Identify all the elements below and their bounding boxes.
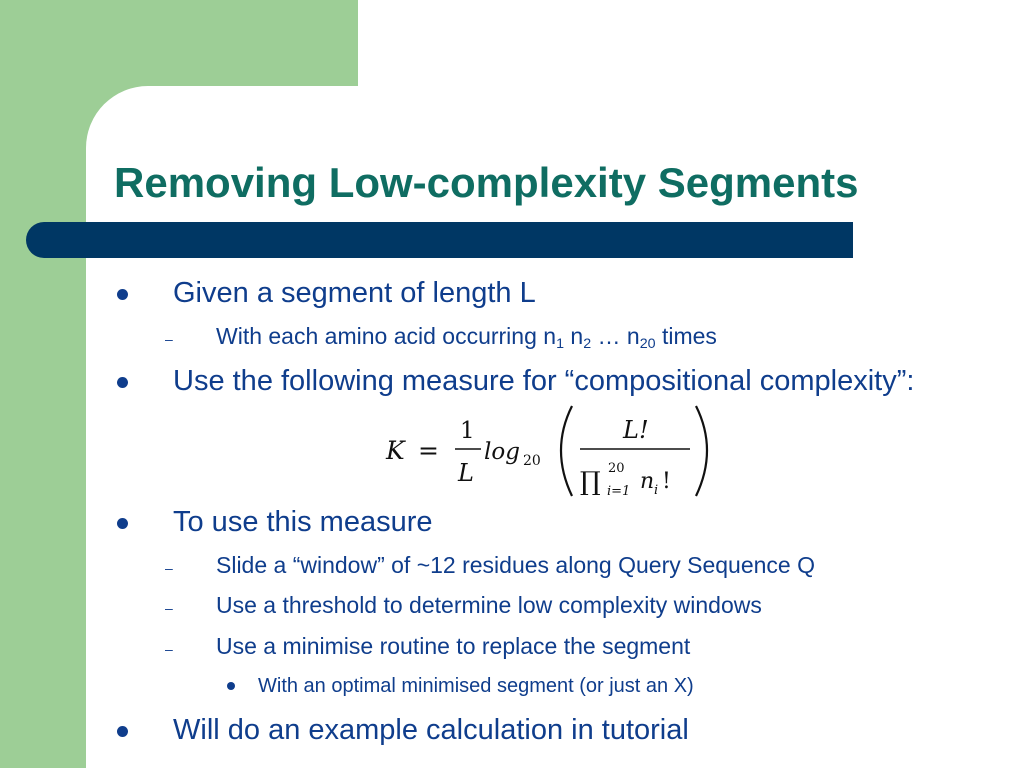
amino-text-prefix: With each amino acid occurring n xyxy=(216,323,557,349)
amino-text-mid2: … n xyxy=(591,323,640,349)
bullet-dot xyxy=(117,289,128,300)
formula-L: L xyxy=(458,459,474,487)
formula-product-upper: 20 xyxy=(608,461,625,476)
amino-text-mid1: n xyxy=(564,323,584,349)
formula-K: K xyxy=(386,436,405,465)
bullet-dot xyxy=(117,518,128,529)
sub-bullet-minimise-routine: Use a minimise routine to replace the segment xyxy=(216,633,691,659)
subscript-1: 1 xyxy=(556,335,564,352)
slide-title: Removing Low-complexity Segments xyxy=(114,159,859,206)
formula-right-paren xyxy=(696,406,707,496)
bullet-to-use-measure: To use this measure xyxy=(173,506,433,538)
sub-sub-bullet-dot xyxy=(227,682,235,690)
subscript-2: 2 xyxy=(583,335,592,352)
formula-product-symbol: ∏ xyxy=(580,467,601,497)
sub-bullet-amino-acid-occurrence xyxy=(216,322,717,350)
formula-log-base: 20 xyxy=(523,453,541,469)
sub-bullet-dash: – xyxy=(165,641,173,657)
amino-text-suffix: times xyxy=(655,323,717,349)
formula-one: 1 xyxy=(460,418,475,444)
formula-left-paren xyxy=(561,406,572,496)
sub-bullet-dash: – xyxy=(165,560,173,576)
sub-bullet-dash: – xyxy=(165,331,173,347)
bullet-dot xyxy=(117,377,128,388)
sub-sub-bullet-optimal-segment: With an optimal minimised segment (or just an X) xyxy=(258,675,694,697)
formula-term-i: i xyxy=(654,483,659,498)
formula-term-n: n xyxy=(640,469,655,494)
formula-svg xyxy=(380,400,720,504)
sub-bullet-threshold: Use a threshold to determine low complexity windows xyxy=(216,592,762,618)
bullet-compositional-measure: Use the following measure for “compositional complexity”: xyxy=(173,365,915,397)
compositional-complexity-formula xyxy=(380,400,720,504)
bullet-dot xyxy=(117,726,128,737)
subscript-20: 20 xyxy=(639,335,656,352)
bullet-given-segment: Given a segment of length L xyxy=(173,277,536,309)
formula-term-factorial: ! xyxy=(662,469,671,494)
formula-numerator: L! xyxy=(623,416,649,444)
formula-equals: = xyxy=(418,436,439,465)
title-underline-bar xyxy=(26,222,853,258)
formula-log: log xyxy=(484,439,520,465)
sub-bullet-slide-window: Slide a “window” of ~12 residues along Query Sequence Q xyxy=(216,552,815,578)
bullet-example-calculation: Will do an example calculation in tutorial xyxy=(173,714,689,746)
sub-bullet-dash: – xyxy=(165,600,173,616)
formula-product-lower: i=1 xyxy=(607,484,631,499)
